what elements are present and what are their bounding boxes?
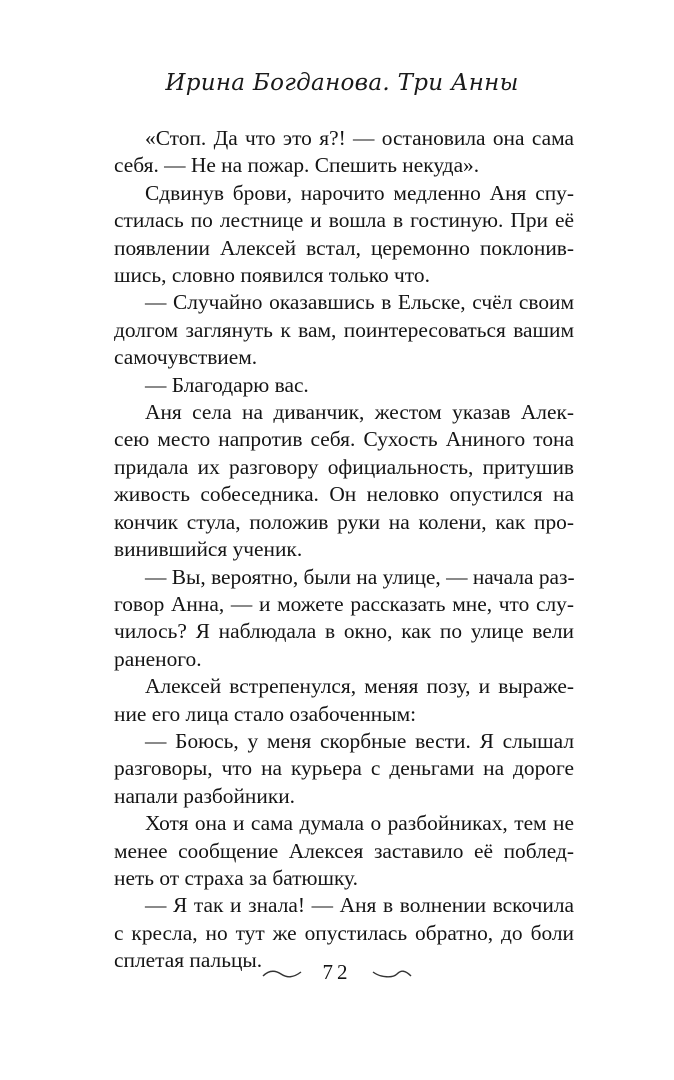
paragraph: [114, 810, 574, 892]
body-text: [114, 125, 574, 975]
paragraph: [114, 728, 574, 810]
text-line: ние его лица стало озабоченным:: [114, 701, 417, 726]
text-line: живость собеседника. Он неловко опустился на: [114, 482, 574, 507]
text-line: Алексей встрепенулся, меняя позу, и выраже-: [145, 674, 574, 699]
paragraph: [114, 372, 574, 399]
text-line: чилось? Я наблюдала в окно, как по улице вели: [114, 619, 574, 644]
text-line: Аня села на диванчик, жестом указав Алек-: [145, 400, 574, 425]
page-number: 72: [322, 960, 352, 984]
text-line: говор Анна, — и можете рассказать мне, что слу-: [114, 591, 574, 616]
text-line: — Я так и знала! — Аня в волнении вскочила: [145, 893, 574, 918]
text-line: — Боюсь, у меня скорбные вести. Я слышал: [145, 728, 574, 753]
text-line: кончик стула, положив руки на колени, как про-: [114, 509, 574, 534]
paragraph: [114, 399, 574, 563]
text-line: долгом заглянуть к вам, поинтересоваться вашим: [114, 317, 574, 342]
text-line: — Вы, вероятно, были на улице, — начала раз-: [145, 564, 575, 589]
text-line: менее сообщение Алексея заставило её поблед-: [114, 838, 574, 863]
text-line: «Стоп. Да что это я?! — остановила она сама: [145, 126, 574, 150]
running-head: Ирина Богданова. Три Анны: [165, 70, 519, 96]
text-line: разговоры, что на курьера с деньгами на дороге: [114, 756, 574, 781]
text-line: придала их разговору официальность, притушив: [114, 454, 574, 479]
text-line: сплетая пальцы.: [114, 948, 263, 973]
right-swash-ornament-icon: [371, 968, 413, 980]
text-line: себя. — Не на пожар. Спешить некуда».: [114, 153, 480, 178]
left-swash-ornament-icon: [261, 968, 303, 980]
text-line: стилась по лестнице и вошла в гостиную. При её: [114, 208, 574, 233]
paragraph: [114, 180, 574, 290]
paragraph: [114, 125, 574, 180]
text-line: неть от страха за батюшку.: [114, 865, 358, 890]
text-line: появлении Алексей встал, церемонно поклонив-: [114, 235, 574, 260]
text-line: самочувствием.: [114, 345, 258, 370]
paragraph: [114, 289, 574, 371]
text-line: — Случайно оказавшись в Ельске, счёл своим: [145, 290, 574, 315]
text-line: с кресла, но тут же опустилась обратно, до боли: [114, 920, 574, 945]
text-line: раненого.: [114, 646, 202, 671]
text-line: напали разбойники.: [114, 783, 296, 808]
page-footer: [0, 960, 674, 985]
text-line: Сдвинув брови, нарочито медленно Аня спу-: [145, 180, 574, 205]
text-line: — Благодарю вас.: [145, 372, 309, 397]
text-line: сею место напротив себя. Сухость Аниного тона: [114, 427, 574, 452]
text-line: Хотя она и сама думала о разбойниках, тем не: [145, 811, 574, 836]
paragraph: [114, 673, 574, 728]
text-line: шись, словно появился только что.: [114, 263, 430, 288]
paragraph: [114, 564, 574, 674]
text-line: винившийся ученик.: [114, 537, 303, 562]
